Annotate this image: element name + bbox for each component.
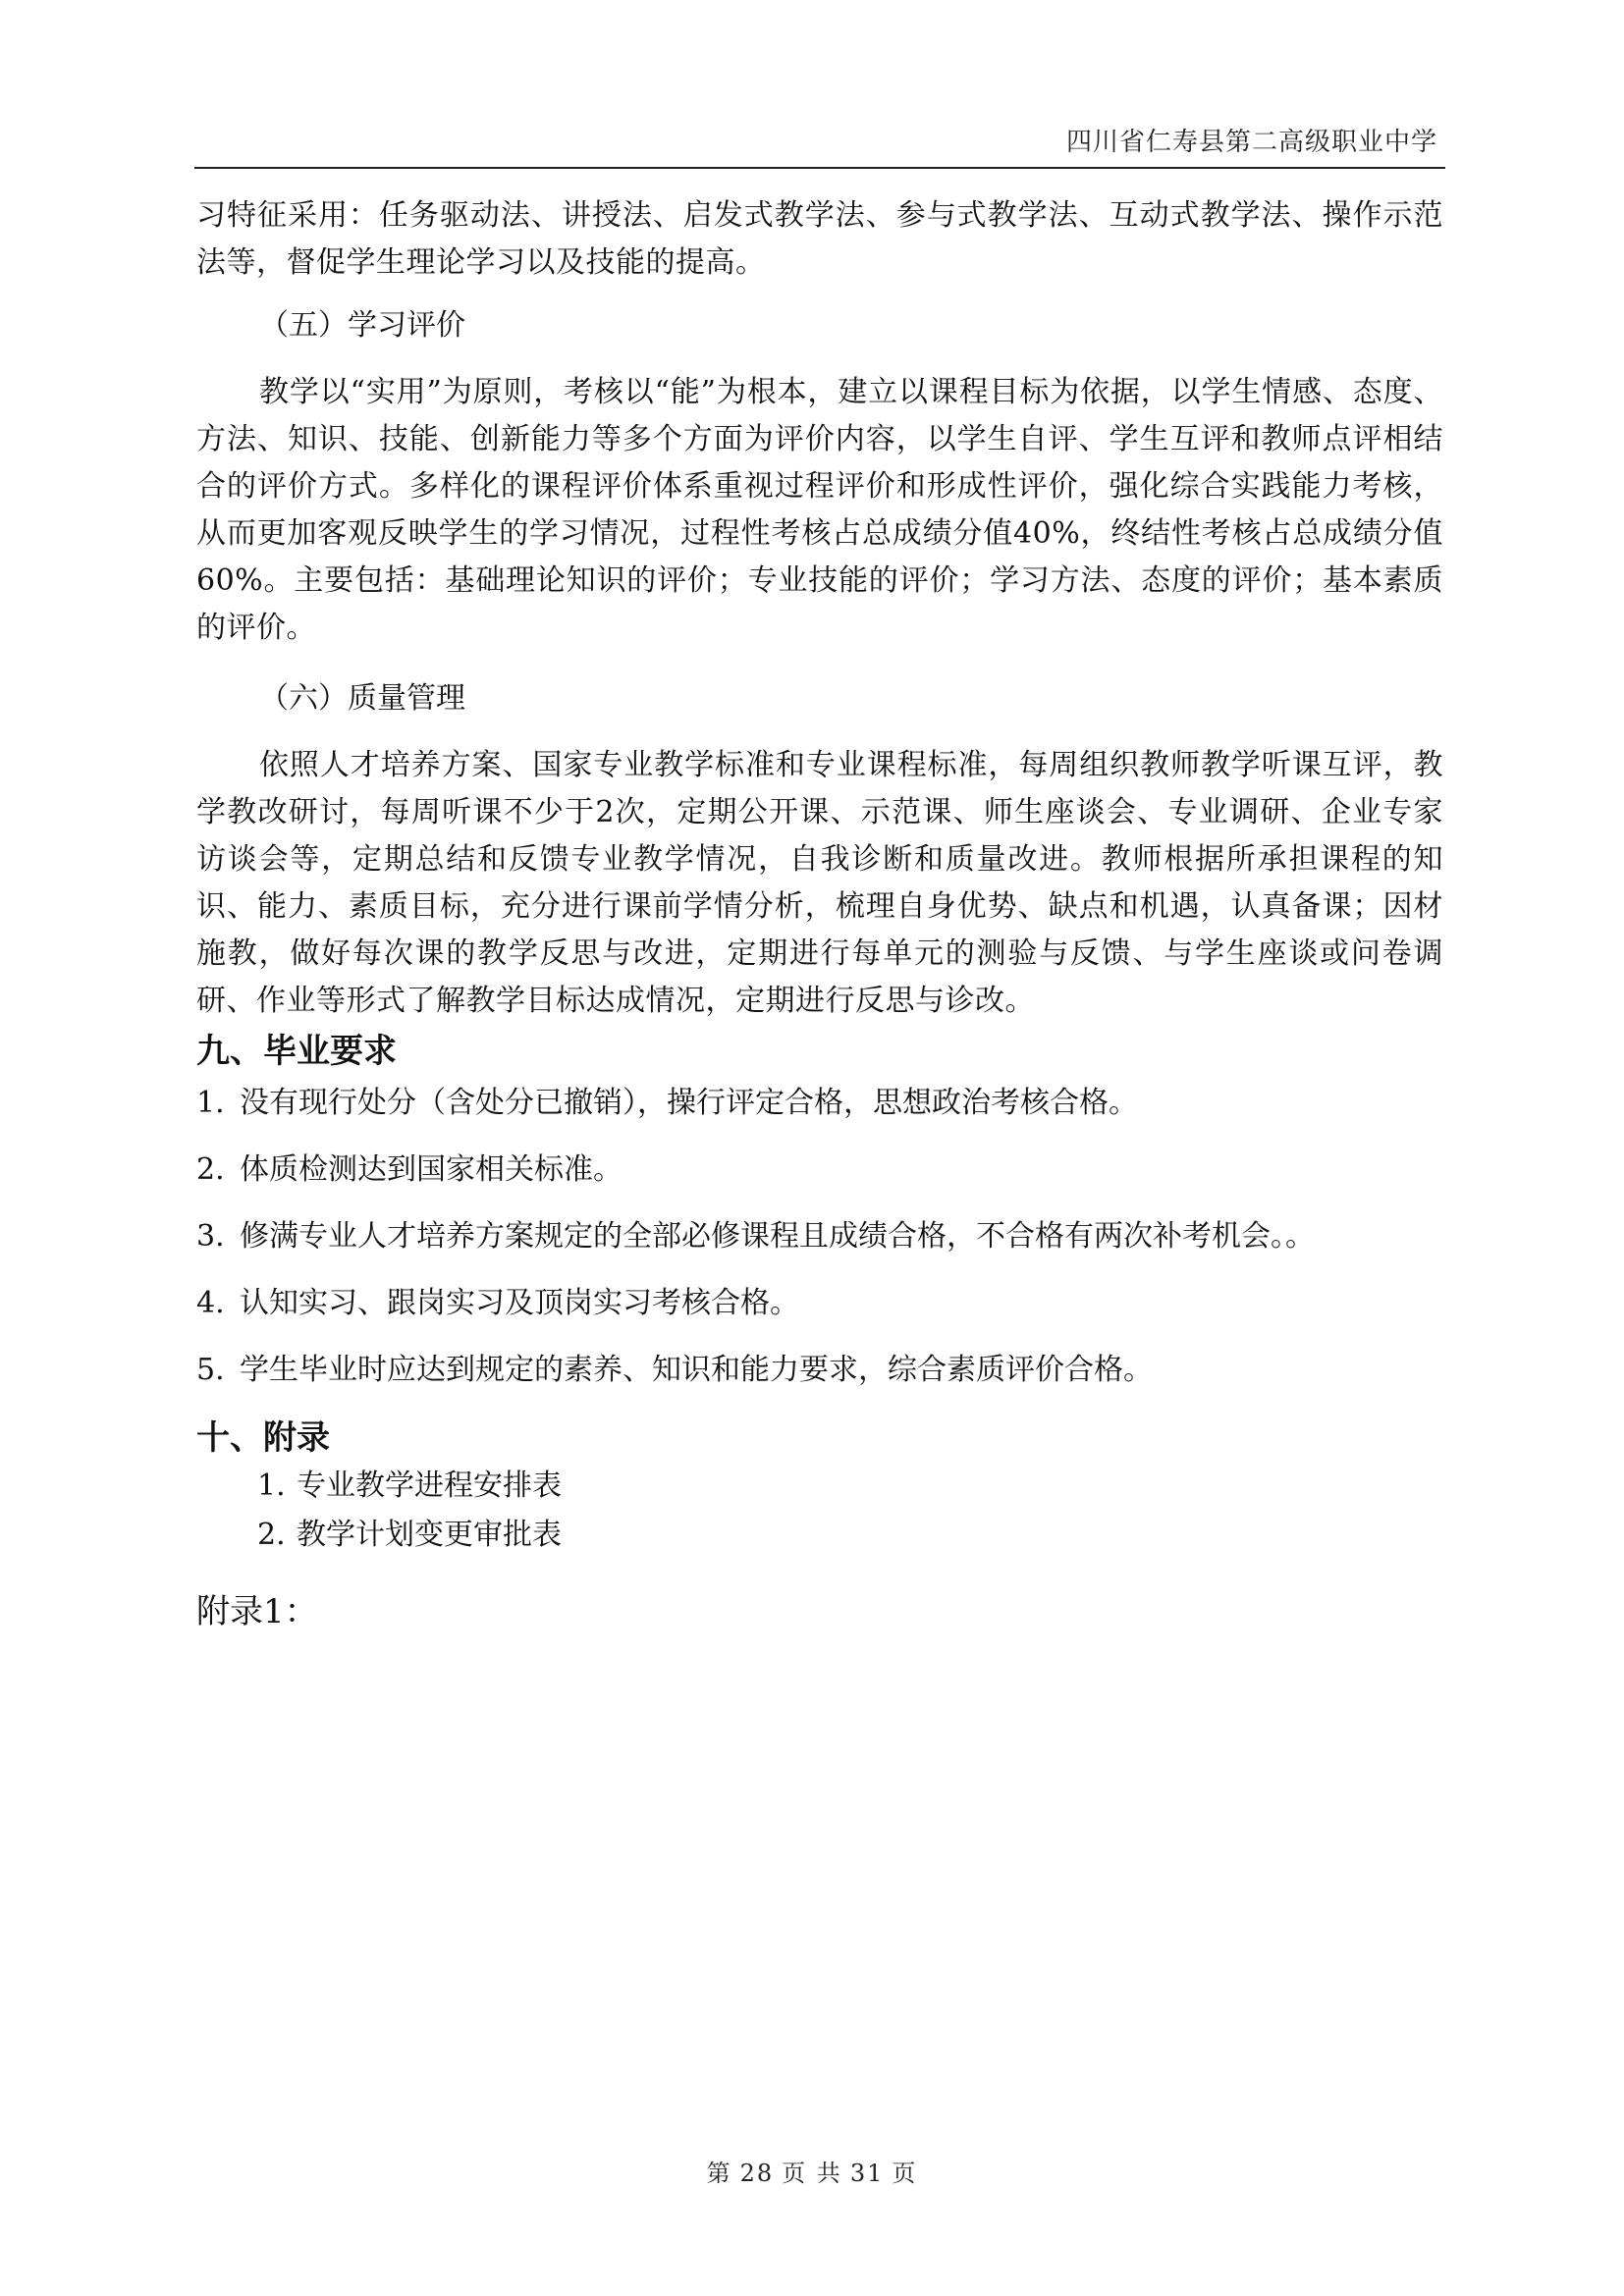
item-number: 1. — [257, 1468, 286, 1503]
item-number: 4. — [196, 1286, 225, 1320]
item-number: 1. — [196, 1086, 225, 1120]
appendix-1-label: 附录1： — [196, 1592, 318, 1631]
appendix-item — [257, 1516, 1443, 1555]
appendix-list — [196, 1467, 1443, 1555]
section-6-title: （六）质量管理 — [259, 681, 465, 716]
item-number: 5. — [196, 1353, 225, 1387]
footer-middle: 页 共 — [782, 2160, 842, 2187]
section-5-body: 教学以“实用”为原则，考核以“能”为根本，建立以课程目标为依据，以学生情感、态度、方法、知识、技能、创新能力等多个方面为评价内容，以学生自评、学生互评和教师点评相结合的评价方式。多样化的课程评价体系重视过程评价和形成性评价，强化综合实践能力考核，从而更加客观反映学生的学习情况，过程性考核占总成绩分值40%，终结性考核占总成绩分值60%。主要包括：基础理论知识的评价；专业技能的评价；学习方法、态度的评价；基本素质的评价。 — [196, 375, 1443, 645]
graduation-list — [196, 1080, 1443, 1394]
graduation-item — [196, 1213, 1443, 1260]
item-text: 修满专业人才培养方案规定的全部必修课程且成绩合格，不合格有两次补考机会。。 — [240, 1219, 1315, 1254]
intro-paragraph: 习特征采用：任务驱动法、讲授法、启发式教学法、参与式教学法、互动式教学法、操作示范法等，督促学生理论学习以及技能的提高。 — [196, 198, 1443, 280]
section-5-title: （五）学习评价 — [259, 308, 465, 343]
appendix-heading: 十、附录 — [196, 1418, 330, 1458]
graduation-item — [196, 1080, 1443, 1127]
footer-prefix: 第 — [706, 2160, 732, 2187]
item-text: 专业教学进程安排表 — [297, 1468, 562, 1503]
section-6-body: 依照人才培养方案、国家专业教学标准和专业课程标准，每周组织教师教学听课互评，教学教改研讨，每周听课不少于2次，定期公开课、示范课、师生座谈会、专业调研、企业专家访谈会等，定期总结和反馈专业教学情况，自我诊断和质量改进。教师根据所承担课程的知识、能力、素质目标，充分进行课前学情分析，梳理自身优势、缺点和机遇，认真备课；因材施教，做好每次课的教学反思与改进，定期进行每单元的测验与反馈、与学生座谈或问卷调研、作业等形式了解教学目标达成情况，定期进行反思与诊改。 — [196, 748, 1443, 1018]
item-number: 3. — [196, 1219, 225, 1254]
item-text: 学生毕业时应达到规定的素养、知识和能力要求，综合素质评价合格。 — [240, 1353, 1153, 1387]
graduation-item — [196, 1347, 1443, 1394]
item-number: 2. — [257, 1518, 286, 1552]
item-text: 教学计划变更审批表 — [297, 1518, 562, 1552]
page-content — [196, 192, 1443, 1633]
total-pages: 31 — [849, 2160, 885, 2187]
item-text: 没有现行处分（含处分已撤销），操行评定合格，思想政治考核合格。 — [240, 1086, 1138, 1120]
school-name: 四川省仁寿县第二高级职业中学 — [1065, 128, 1437, 157]
footer-suffix: 页 — [892, 2160, 918, 2187]
page-header — [194, 108, 1445, 169]
graduation-item — [196, 1147, 1443, 1194]
page-number: 28 — [739, 2160, 775, 2187]
graduation-item — [196, 1280, 1443, 1327]
appendix-item — [257, 1467, 1443, 1506]
graduation-heading: 九、毕业要求 — [196, 1032, 397, 1071]
item-text: 认知实习、跟岗实习及顶岗实习考核合格。 — [240, 1286, 799, 1320]
item-number: 2. — [196, 1152, 225, 1187]
page-footer — [0, 2154, 1624, 2188]
item-text: 体质检测达到国家相关标准。 — [240, 1152, 623, 1187]
